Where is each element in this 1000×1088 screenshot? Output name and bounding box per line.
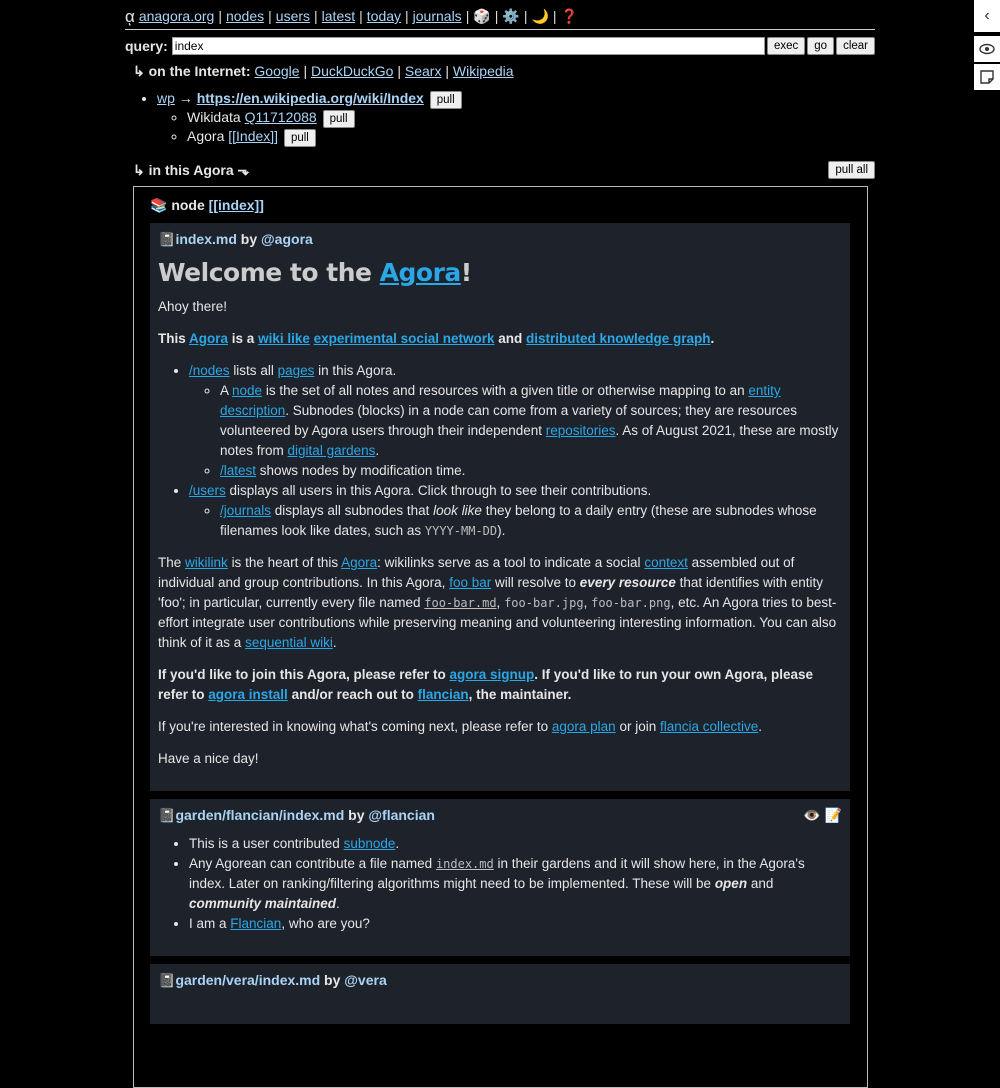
pull-wikidata-button[interactable]: pull — [323, 110, 355, 128]
by-label: by — [348, 807, 365, 823]
list-item: ◦ /journals displays all subnodes that look like they belong to a daily entry (these are subnodes whose filenames look like dates, such as YYYY-MM-DD). — [220, 501, 842, 541]
subnode-header — [158, 807, 842, 824]
side-toggle[interactable] — [974, 0, 1000, 32]
nav-link-latest[interactable]: latest — [321, 8, 356, 24]
foo-bar-md-link[interactable]: foo-bar.md — [424, 596, 497, 610]
page-wrap — [125, 0, 875, 179]
edit-icon[interactable]: 📝 — [824, 807, 842, 823]
agora-logo[interactable]: ᾳ — [125, 6, 135, 26]
latest-link[interactable]: /latest — [220, 463, 257, 478]
eye-icon[interactable]: 👁️ — [803, 807, 821, 823]
sticky-note-icon — [980, 70, 994, 84]
flancia-collective-link[interactable]: flancia collective — [660, 719, 759, 734]
nav-link-nodes[interactable]: nodes — [225, 8, 265, 24]
go-button[interactable]: go — [807, 37, 834, 55]
wikidata-label: Wikidata — [187, 109, 241, 125]
list-item: • /users displays all users in this Agora. Click through to see their contributions. ◦ /journals displays all subnodes that look like they belong to a daily entry (these are subnodes whose filenames look like dates, such as YYYY-MM-DD). — [189, 481, 842, 541]
help-icon[interactable]: ❓ — [560, 8, 578, 24]
gear-icon[interactable]: ⚙️ — [502, 8, 520, 24]
eye-outline-icon — [979, 43, 995, 55]
arrow-icon: → — [178, 90, 193, 106]
node-panel — [133, 186, 868, 1088]
notebook-icon: 📓 — [158, 231, 176, 247]
exec-button[interactable]: exec — [767, 37, 805, 55]
wikipedia-link[interactable]: Wikipedia — [452, 63, 514, 79]
notebook-icon: 📓 — [158, 807, 176, 823]
in-this-agora-bar — [133, 161, 875, 179]
google-link[interactable]: Google — [254, 63, 300, 79]
flancian-list — [158, 834, 842, 934]
subnode-path-link[interactable]: garden/flancian/index.md — [175, 807, 345, 823]
internet-label: ↳ on the Internet: — [133, 63, 251, 79]
digital-gardens-link[interactable]: digital gardens — [287, 443, 376, 458]
wp-pull-item — [157, 90, 875, 147]
side-eye-button[interactable] — [974, 36, 1000, 62]
pull-agora-button[interactable]: pull — [284, 129, 316, 147]
subnode-agora — [150, 223, 850, 791]
next-paragraph: If you're interested in knowing what's coming next, please refer to agora plan or join flancia collective. — [158, 719, 763, 734]
top-nav: ᾳ anagora.org | nodes | users | latest | today | journals | 🎲 | ⚙️ | 🌙 | ❓ — [125, 0, 875, 30]
journals-link[interactable]: /journals — [220, 503, 272, 518]
join-paragraph: If you'd like to join this Agora, please refer to agora signup. If you'd like to run your own Agora, please refer to agora install and/or reach out to flancian, the maintainer. — [158, 667, 814, 702]
list-item: • I am a Flancian, who are you? — [189, 914, 842, 934]
nav-link-journals[interactable]: journals — [412, 8, 462, 24]
subnode-header — [158, 231, 842, 248]
intro-agora-link[interactable]: Agora — [189, 331, 229, 346]
wikilink-paragraph: The wikilink is the heart of this Agora: wikilinks serve as a tool to indicate a social context assembled out of individual and group contributions. In this Agora, foo bar will resolve to every resource that identifies with entity 'foo'; in particular, currently every file named foo-bar.md, foo-bar.jpg, foo-bar.png, etc. An Agora tries to best-effort integrate user contributions while preserving meaning and volunteering interesting information. You can also think of it as a sequential wiki. — [158, 555, 837, 650]
welcome-heading: Welcome to the Agora! — [158, 258, 472, 287]
distributed-knowledge-graph-link[interactable]: distributed knowledge graph — [526, 331, 711, 346]
pull-list — [125, 90, 875, 147]
list-item: • Any Agorean can contribute a file named index.md in their gardens and it will show here, in the Agora's index. Later on ranking/filtering algorithms might need to be implemented. These will be open and community maintained. — [189, 854, 842, 914]
wikidata-link[interactable]: Q11712088 — [244, 109, 317, 125]
users-link[interactable]: /users — [189, 483, 226, 498]
pages-link[interactable]: pages — [277, 363, 315, 378]
internet-search-links: ↳ on the Internet: Google | DuckDuckGo | Searx | Wikipedia — [133, 63, 514, 79]
subnode-author-link[interactable]: @vera — [344, 972, 387, 988]
intro-paragraph: This Agora is a wiki like experimental social network and distributed knowledge graph. — [158, 331, 715, 346]
index-md-link[interactable]: index.md — [435, 857, 494, 871]
context-link[interactable]: context — [644, 555, 688, 570]
query-label: query: — [125, 38, 168, 54]
agora-signup-link[interactable]: agora signup — [449, 667, 535, 682]
duckduckgo-link[interactable]: DuckDuckGo — [310, 63, 394, 79]
wikilink-link[interactable]: wikilink — [185, 555, 228, 570]
notebook-icon: 📓 — [158, 972, 176, 988]
list-item: ◦ A node is the set of all notes and resources with a given title or otherwise mapping to an entity description. Subnodes (blocks) in a node can come from a variety of sources; they are resources volunteered by Agora users through their independent repositories. As of August 2021, these are mostly notes from digital gardens. — [220, 381, 842, 461]
agora-link-2[interactable]: Agora — [341, 555, 378, 570]
node-def-link[interactable]: node — [232, 383, 263, 398]
query-input[interactable] — [172, 37, 765, 55]
books-icon: 📚 — [150, 197, 168, 213]
chevron-left-icon: ‹ — [984, 7, 990, 24]
agora-index-link[interactable]: [[Index]] — [228, 128, 279, 144]
subnode-link[interactable]: subnode — [343, 836, 396, 851]
subnode-author-link[interactable]: @flancian — [368, 807, 435, 823]
by-label: by — [240, 231, 258, 247]
subnode-path-link[interactable]: index.md — [175, 231, 237, 247]
side-panel — [974, 0, 1000, 1000]
subnode-flancian — [150, 799, 850, 956]
pull-all-button[interactable]: pull all — [828, 161, 875, 179]
moon-icon[interactable]: 🌙 — [531, 8, 549, 24]
nav-link-users[interactable]: users — [275, 8, 311, 24]
clear-button[interactable]: clear — [836, 37, 875, 55]
dice-icon[interactable]: 🎲 — [473, 8, 491, 24]
list-item: ◦ /latest shows nodes by modification time. — [220, 461, 842, 481]
agora-plan-link[interactable]: agora plan — [551, 719, 616, 734]
entity-description-link[interactable]: entity description — [220, 383, 781, 418]
wiki-like-link[interactable]: wiki like — [258, 331, 310, 346]
in-this-agora-label: ↳ in this Agora ⬎ — [133, 161, 250, 178]
subnode-header — [158, 972, 842, 989]
nodes-link[interactable]: /nodes — [189, 363, 230, 378]
agora-label: Agora — [187, 128, 225, 144]
node-link[interactable]: [[index]] — [208, 197, 264, 213]
experimental-social-network-link[interactable]: experimental social network — [313, 331, 495, 346]
feature-list — [158, 361, 842, 541]
nav-link-anagora[interactable]: anagora.org — [138, 8, 215, 24]
searx-link[interactable]: Searx — [404, 63, 442, 79]
subnode-vera — [150, 964, 850, 1024]
agora-item — [187, 128, 875, 147]
goodbye-text: Have a nice day! — [158, 751, 259, 766]
list-item: • This is a user contributed subnode. — [189, 834, 842, 854]
wikidata-item — [187, 109, 875, 128]
flancian-link[interactable]: flancian — [417, 687, 469, 702]
agora-install-link[interactable]: agora install — [208, 687, 288, 702]
repositories-link[interactable]: repositories — [545, 423, 616, 438]
subnode-path-link[interactable]: garden/vera/index.md — [175, 972, 321, 988]
node-label: node — [171, 197, 205, 213]
by-label: by — [324, 972, 341, 988]
subnode-author-link[interactable]: @agora — [261, 231, 313, 247]
node-title — [150, 197, 867, 214]
wp-link[interactable]: wp — [157, 90, 175, 106]
nav-link-today[interactable]: today — [366, 8, 402, 24]
list-item: • /nodes lists all pages in this Agora. ◦ A node is the set of all notes and resources with a given title or otherwise mapping to an entity description. Subnodes (blocks) in a node can come from a variety of sources; they are resources volunteered by Agora users through their independent repositories. As of August 2021, these are mostly notes from digital gardens. ◦ /latest shows nodes by modification time. — [189, 361, 842, 481]
query-bar — [125, 37, 875, 55]
greeting-text: Ahoy there! — [158, 299, 228, 314]
agora-heading-link[interactable]: Agora — [379, 258, 461, 287]
foo-bar-link[interactable]: foo bar — [449, 575, 492, 590]
flancian-user-link[interactable]: Flancian — [230, 916, 282, 931]
side-note-button[interactable] — [974, 64, 1000, 90]
wikipedia-url-link[interactable]: https://en.wikipedia.org/wiki/Index — [196, 90, 424, 106]
pull-wp-button[interactable]: pull — [430, 91, 462, 109]
sequential-wiki-link[interactable]: sequential wiki — [245, 635, 333, 650]
